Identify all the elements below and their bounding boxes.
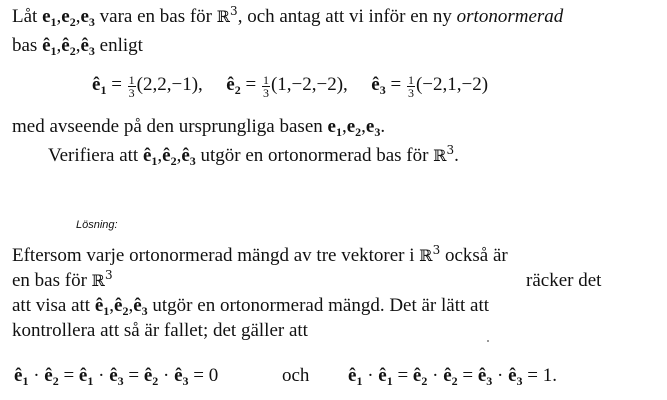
vector-eh2: $ê_2$ [114,295,129,318]
vector-eh3: $ê_3$ [174,365,189,388]
real-space-symbol: ℝ$^3$ [433,143,455,165]
italic-word: ortonormerad [456,6,564,27]
vector-eh2: $ê_2$ [44,365,59,388]
text: också är [444,245,508,266]
problem-line-3: med avseende på den ursprungliga basen $e_1,e_2,e_3$. [12,116,386,139]
vector-eh1: $ê_1$ [142,145,158,168]
stray-mark [487,340,489,342]
text: , och antag att vi inför en ny [237,6,452,27]
vector-e2: $e_2$ [346,116,362,139]
real-space-symbol: ℝ$^3$ [419,243,441,265]
vector-eh3: $ê_3$ [508,365,523,388]
text: Verifiera att [48,145,139,166]
text: utgör en ortonormerad bas för [200,145,429,166]
real-space-symbol: ℝ$^3$ [216,4,238,26]
text: Eftersom varje ortonormerad mängd av tre vektorer i [12,245,415,266]
vector-eh1: $ê_1$ [42,35,57,58]
vector-eh2: $ê_2$ [61,35,76,58]
coords: (1,−2,−2), [270,74,348,95]
solution-label: Lösning: [76,219,118,231]
vector-eh1: $ê_1$ [94,295,110,318]
text: vara en bas för [99,6,212,27]
solution-line-2 [12,270,113,292]
vector-e2: $e_2$ [61,6,76,29]
vector-eh2: $ê_2$ [162,145,177,168]
fraction: $\frac{1}{3}$ [128,73,135,100]
vector-eh3: $ê_3$ [109,365,124,388]
solution-line-1 [12,245,508,267]
vector-eh2: $ê_2$ [412,365,428,388]
text: bas [12,35,38,56]
vector-eh3: $ê_3$ [477,365,493,388]
coords: (2,2,−1), [136,74,203,95]
problem-line-2: bas $ê_1,ê_2,ê_3$ enligt [12,35,143,58]
vector-eh1: $ê_1$ [92,74,107,97]
vector-eh3: $ê_3$ [80,35,95,58]
normality-equation: $ê_1$ · $ê_1$ = $ê_2$ · $ê_2$ = $ê_3$ · $ê_3 = 1$. [348,365,558,388]
solution-line-4: kontrollera att så är fallet; det gäller att [12,320,308,341]
text: en bas för [12,270,87,291]
text: Låt [12,6,38,27]
vector-e3: $e_3$ [80,6,95,29]
solution-line-3: att visa att $ê_1,ê_2,ê_3$ utgör en ortonormerad mängd. Det är lätt att [12,295,490,318]
fraction: $\frac{1}{3}$ [262,73,269,100]
problem-line-1: Låt $e_1,e_2,e_3$ vara en bas för ℝ$^3$, och antag att vi inför en ny ortonormerad [12,4,564,29]
vector-eh1: $ê_1$ [348,365,363,388]
text: enligt [99,35,143,56]
fraction: $\frac{1}{3}$ [407,73,414,100]
vector-eh2: $ê_2$ [143,365,159,388]
vector-e3: $e_3$ [365,116,381,139]
text: utgör en ortonormerad mängd. Det är lätt att [152,295,490,316]
vector-eh1: $ê_1$ [78,365,94,388]
vector-eh3: $ê_3$ [181,145,196,168]
solution-line-2-end: räcker det [526,270,602,291]
problem-line-4: Verifiera att $ê_1,ê_2,ê_3$ utgör en ortonormerad bas för ℝ$^3$. [48,143,459,168]
real-space-symbol: ℝ$^3$ [91,268,113,290]
vector-eh1: $ê_1$ [14,365,29,388]
vector-eh2: $ê_2$ [226,74,241,97]
vector-eh1: $ê_1$ [378,365,393,388]
vector-eh2: $ê_2$ [443,365,458,388]
text: att visa att [12,295,91,316]
och-word: och [282,365,310,386]
text: med avseende på den ursprungliga basen [12,116,323,137]
orthonormality-equation: $ê_1$ · $ê_2$ = $ê_1$ · $ê_3$ = $ê_2$ · $ê_3 = 0$ [14,365,219,388]
vector-eh3: $ê_3$ [133,295,148,318]
coords: (−2,1,−2) [415,74,489,95]
vector-e1: $e_1$ [327,116,342,139]
definition-equation: $ê_1$ = $\frac{1}{3}$ (2,2,−1), $ê_2$ = $\frac{1}{3}$ (1,−2,−2), $ê_3$ = $\frac{1}{3}$ (−2,1,−2) [92,73,489,100]
vector-e1: $e_1$ [42,6,57,29]
vector-eh3: $ê_3$ [371,74,386,97]
